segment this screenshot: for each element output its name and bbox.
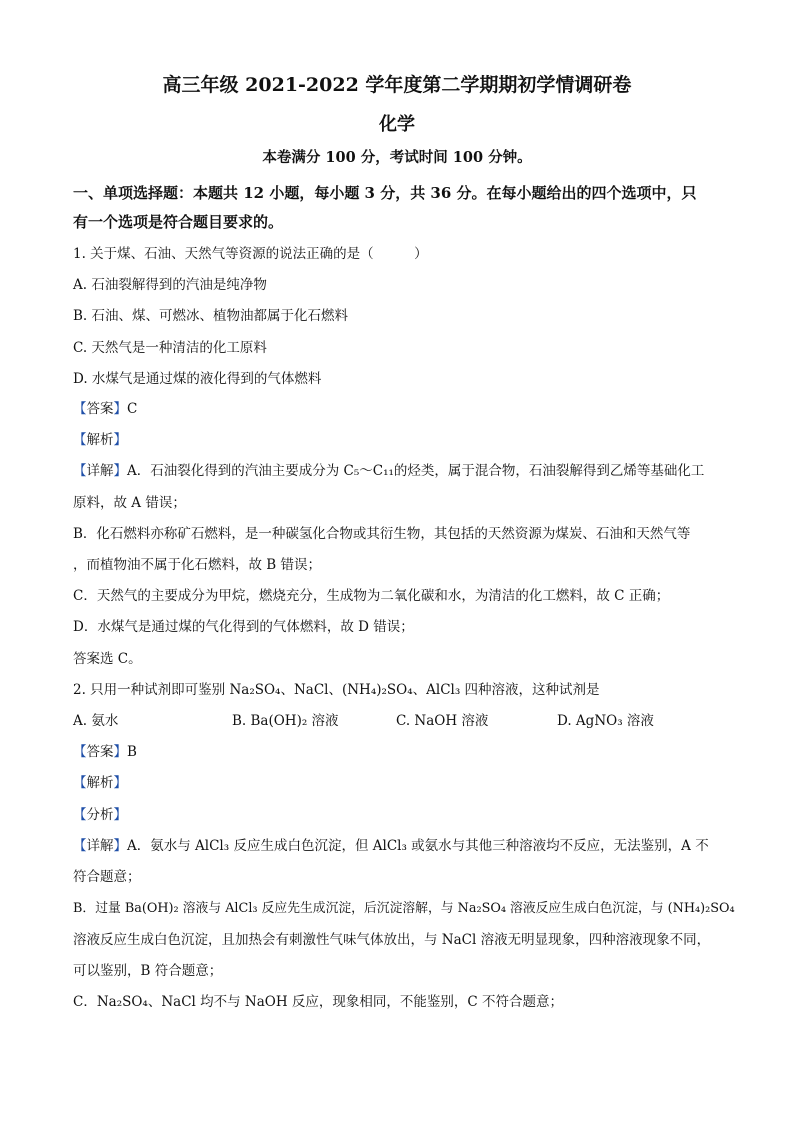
question-2-detail-line-4: 溶液反应生成白色沉淀，且加热会有刺激性气味气体放出，与 NaCl 溶液无明显现象，四种溶液现象不同， [73,932,711,948]
question-1-detail-line-5: C．天然气的主要成分为甲烷，燃烧充分，生成物为二氧化碳和水，为清洁的化工燃料，故 C 正确； [73,588,670,604]
question-1-option-c: C. 天然气是一种清洁的化工原料 [73,340,267,356]
question-1-detail-line-2: 原料，故 A 错误； [73,495,186,511]
answer-value: B [127,744,137,760]
exam-title: 高三年级 2021-2022 学年度第二学期期初学情调研卷 [162,74,632,96]
question-1-option-d: D. 水煤气是通过煤的液化得到的气体燃料 [73,371,322,387]
question-1-detail-line-4: ，而植物油不属于化石燃料，故 B 错误； [73,557,322,573]
question-1-option-a: A. 石油裂解得到的汽油是纯净物 [73,277,267,293]
detail-text: A．氨水与 AlCl₃ 反应生成白色沉淀，但 AlCl₃ 或氨水与其他三种溶液均不反应，无法鉴别，A 不 [127,838,709,854]
answer-label: 答案 [86,744,114,760]
question-1-option-b: B. 石油、煤、可燃冰、植物油都属于化石燃料 [73,308,349,324]
section-heading-line-1: 一、单项选择题：本题共 12 小题，每小题 3 分，共 36 分。在每小题给出的四个选项中，只 [73,184,697,202]
question-2-stem: 2. 只用一种试剂即可鉴别 Na₂SO₄、NaCl、(NH₄)₂SO₄、AlCl₃ 四种溶液，这种试剂是 [73,682,600,698]
question-1-analysis-heading: 【解析】 [73,432,127,448]
question-2-analysis-heading: 【解析】 [73,775,127,791]
question-2-detail-line-6: C．Na₂SO₄、NaCl 均不与 NaOH 反应，现象相同，不能鉴别，C 不符合题意； [73,994,564,1010]
question-2-option-c: C. NaOH 溶液 [396,713,489,729]
exam-note: 本卷满分 100 分，考试时间 100 分钟。 [262,149,532,166]
question-2-option-b: B. Ba(OH)₂ 溶液 [232,713,339,729]
question-1-conclusion: 答案选 C。 [73,651,142,667]
question-1-answer: 【答案】C [73,401,138,417]
question-2-option-d: D. AgNO₃ 溶液 [557,713,654,729]
fenxi-label: 分析 [86,807,114,823]
question-2-option-a: A. 氨水 [73,713,119,729]
question-2-detail-line-3: B．过量 Ba(OH)₂ 溶液与 AlCl₃ 反应先生成沉淀，后沉淀溶解，与 Na₂SO₄ 溶液反应生成白色沉淀，与 (NH₄)₂SO₄ [73,901,735,916]
question-2-fenxi-heading: 【分析】 [73,807,127,823]
question-2-detail-line-5: 可以鉴别，B 符合题意； [73,963,223,979]
question-2-detail-line-1: 【详解】A．氨水与 AlCl₃ 反应生成白色沉淀，但 AlCl₃ 或氨水与其他三种溶液均不反应，无法鉴别，A 不 [73,838,709,854]
detail-label: 详解 [86,463,114,479]
question-1-detail-line-3: B．化石燃料亦称矿石燃料，是一种碳氢化合物或其衍生物，其包括的天然资源为煤炭、石油和天然气等 [73,526,691,542]
detail-text: A．石油裂化得到的汽油主要成分为 C₅～C₁₁的烃类，属于混合物，石油裂解得到乙烯等基础化工 [127,463,705,479]
question-1-stem: 1. 关于煤、石油、天然气等资源的说法正确的是（ ） [73,246,428,262]
answer-value: C [127,401,138,417]
section-heading-line-2: 有一个选项是符合题目要求的。 [73,213,284,231]
analysis-label: 解析 [86,775,114,791]
subject-title: 化学 [379,114,415,135]
detail-label: 详解 [86,838,114,854]
analysis-label: 解析 [86,432,114,448]
answer-label: 答案 [86,401,114,417]
question-2-answer: 【答案】B [73,744,137,760]
question-1-detail-line-1: 【详解】A．石油裂化得到的汽油主要成分为 C₅～C₁₁的烃类，属于混合物，石油裂解得到乙烯等基础化工 [73,463,705,479]
question-2-detail-line-2: 符合题意； [73,869,141,885]
question-1-detail-line-6: D．水煤气是通过煤的气化得到的气体燃料，故 D 错误； [73,619,414,635]
